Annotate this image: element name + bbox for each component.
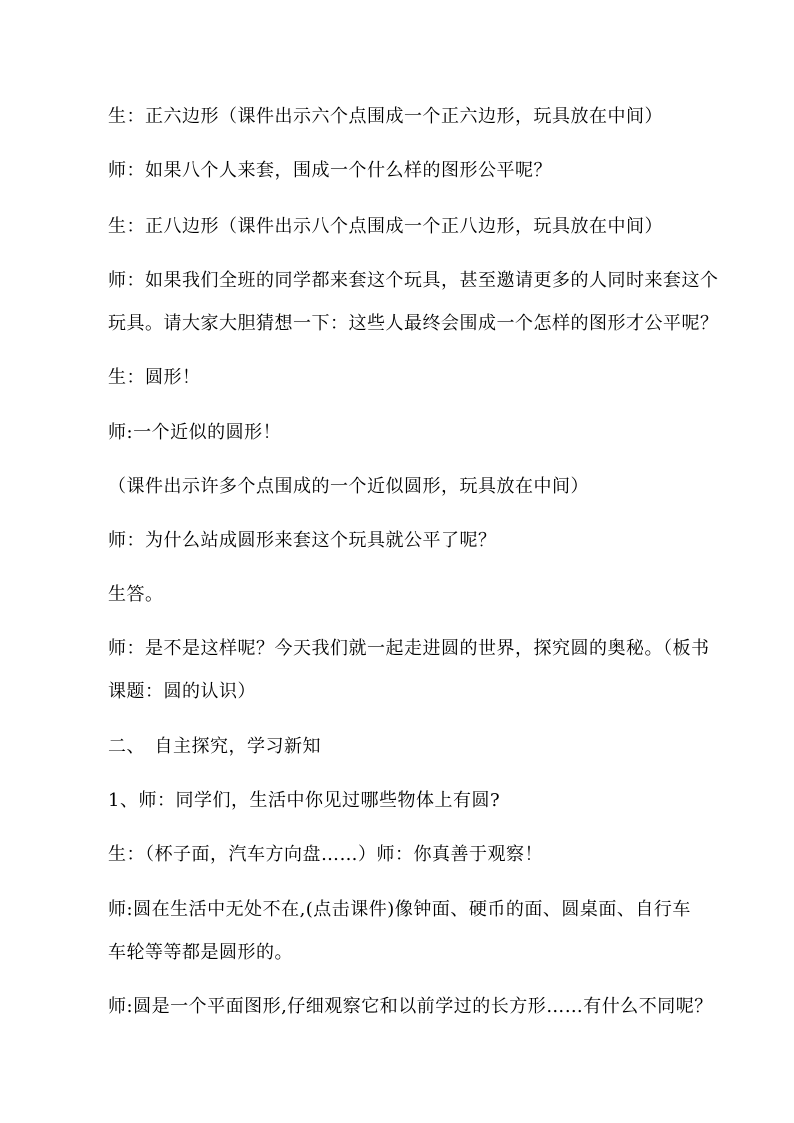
text-line: 师:圆在生活中无处不在,(点击课件)像钟面、硬币的面、圆桌面、自行车 <box>108 899 691 920</box>
text-line: 车轮等等都是圆形的。 <box>108 942 293 963</box>
text-line: 师:圆是一个平面图形,仔细观察它和以前学过的长方形……有什么不同呢？ <box>108 996 713 1017</box>
text-line: 生：正八边形（课件出示八个点围成一个正八边形，玩具放在中间） <box>108 216 663 237</box>
text-line: 1、师：同学们，生活中你见过哪些物体上有圆? <box>108 790 501 811</box>
section-heading: 二、 自主探究，学习新知 <box>108 736 321 757</box>
text-line: 生：圆形！ <box>108 367 201 388</box>
text-line: 师：如果我们全班的同学都来套这个玩具，甚至邀请更多的人同时来套这个 <box>108 270 719 291</box>
text-line: 师：是不是这样呢？今天我们就一起走进圆的世界，探究圆的奥秘。（板书 <box>108 638 710 659</box>
text-line: （课件出示许多个点围成的一个近似圆形，玩具放在中间） <box>108 476 589 497</box>
text-line: 课题：圆的认识） <box>108 681 256 702</box>
text-line: 生：（杯子面，汽车方向盘……）师：你真善于观察！ <box>108 844 543 865</box>
text-line: 生：正六边形（课件出示六个点围成一个正六边形，玩具放在中间） <box>108 106 663 127</box>
text-line: 师：如果八个人来套，围成一个什么样的图形公平呢？ <box>108 160 552 181</box>
text-line: 师:一个近似的圆形！ <box>108 422 282 443</box>
text-line: 师：为什么站成圆形来套这个玩具就公平了呢？ <box>108 530 497 551</box>
text-line: 生答。 <box>108 584 164 605</box>
text-line: 玩具。请大家大胆猜想一下：这些人最终会围成一个怎样的图形才公平呢？ <box>108 313 719 334</box>
